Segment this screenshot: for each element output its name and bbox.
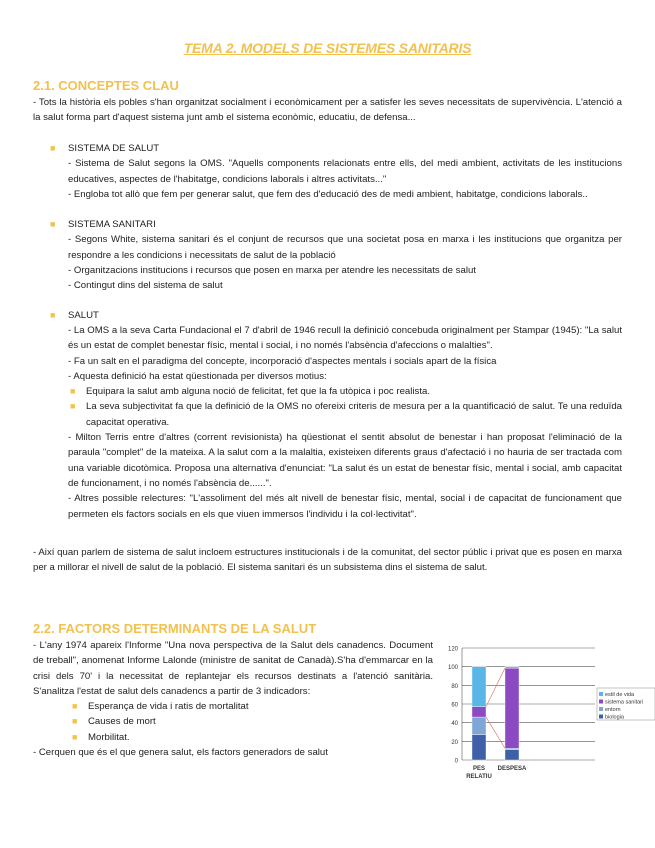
bar-segment-estil-de-vida [472, 667, 486, 707]
bar-segment-sistema-sanitari [472, 707, 486, 717]
legend-label: entorn [605, 707, 621, 713]
legend-label: estil de vida [605, 692, 635, 698]
sub-bullet [70, 399, 622, 430]
section-heading-concepts: 2.1. CONCEPTES CLAU [33, 78, 179, 93]
indicator-item [72, 730, 433, 745]
factors-intro: - L'any 1974 apareix l'Informe "Una nova perspectiva de la Salut dels canadencs. Document de treball", anomenat Informe Lalonde (ministre de sanitat de Canadà).S'ha d'emmarcar en la crisi dels 70' i la necessitat de replantejar els recursos destinats a l'atenció sanitària. S'analitza l'estat de salut dels canadencs a partir de 3 indicadors: [33, 640, 433, 697]
indicator-item [72, 699, 433, 714]
sub-bullet-text: Equipara la salut amb alguna noció de felicitat, fet que la fa utòpica i poc realista. [86, 386, 430, 398]
bullet-line: - Altres possible relectures: "L'assoliment del més alt nivell de benestar físic, mental, social i de capacitat de funcionament que permeten els factors socials en els que viuen immersos l'individu i la col·lectivitat". [68, 493, 622, 520]
x-tick-label: PES [472, 766, 486, 772]
bullet-icon: ■ [72, 731, 78, 742]
bullet-line: - La OMS a la seva Carta Fundacional el 7 d'abril de 1946 recull la definició concebuda originalment per Stampar (1945): "La salut és un estat de complet benestar físic, mental i social, i no només l'absència d'afeccions o malalties". [68, 324, 622, 352]
stacked-bar-chart [440, 640, 655, 780]
y-tick-label: 0 [454, 758, 458, 765]
x-tick-label: DESPESA [497, 766, 527, 772]
bar-segment-entorn [505, 748, 519, 749]
bullet-salut [50, 308, 622, 522]
intro-paragraph: - Tots la història els pobles s'han organitzat socialment i econòmicament per a satisfer les seves necessitats de supervivència. L'atenció a la salut forma part d'aquest sistema junt amb el sistema econòmic, educatiu, de defensa... [33, 97, 622, 124]
bullet-line: - Organitzacions institucions i recursos que posen en marxa per atendre les necessitats de salut [68, 265, 476, 277]
bullet-line: - Engloba tot allò que fem per generar salut, que fem des d'educació des de medi ambient, habitatge, condicions laborals.. [68, 188, 588, 200]
indicator-text: Esperança de vida i ratis de mortalitat [88, 701, 249, 713]
x-tick-label: RELATIU [466, 774, 492, 780]
bar-segment-estil-de-vida [505, 667, 519, 668]
bullet-icon: ■ [72, 716, 78, 727]
indicator-item [72, 714, 433, 729]
bullet-line: - Segons White, sistema sanitari és el conjunt de recursos que una societat posa en marxa i les institucions que organitza per respondre a les condicions i necessitats de salut de la població [68, 234, 622, 261]
bullet-label: SISTEMA DE SALUT [68, 143, 160, 154]
sub-bullet [70, 384, 622, 399]
bullet-sistema-sanitari [50, 217, 622, 293]
legend-swatch [599, 692, 603, 696]
connector-line [486, 668, 505, 707]
sub-bullet-text: La seva subjectivitat fa que la definició de la OMS no ofereixi criteris de mesura per a la quantificació de salut. Te una reduïda capacitat operativa. [86, 401, 622, 428]
connector-line [486, 717, 505, 748]
y-tick-label: 120 [447, 646, 458, 653]
legend-label: biologia [605, 714, 624, 721]
bullet-line: - Sistema de Salut segons la OMS. "Aquells components relacionats entre ells, del medi ambient, activitats de les institucions educatives, aspectes de l'habitatge, condicions laborals i altres activitats..." [68, 158, 622, 185]
y-tick-label: 60 [451, 702, 458, 709]
section-heading-factors: 2.2. FACTORS DETERMINANTS DE LA SALUT [33, 621, 317, 636]
y-tick-label: 20 [451, 739, 458, 746]
factors-closing: - Cerquen que és el que genera salut, els factors generadors de salut [33, 747, 328, 759]
legend-swatch [599, 715, 603, 719]
bullet-line: - Contingut dins del sistema de salut [68, 280, 223, 292]
bullet-line: - Fa un salt en el paradigma del concepte, incorporació d'aspectes mentals i socials apart de la física [68, 355, 497, 367]
bullet-icon: ■ [72, 701, 78, 712]
y-tick-label: 100 [447, 665, 458, 672]
bullet-line: - Milton Terris entre d'altres (corrent revisionista) ha qüestionat el sentit absolut de benestar i han proposat l'eliminació de la paraula "complet" de la mateixa. A la salut com a la malaltia, existeixen diferents graus d'afectació i no hauria de ser tractada com una variable dicotòmica. Proposa una alternativa d'enunciat: "La salut és un estat de benestar físic, mental i social, amb capacitat de funcionament, i no només l'absència de......". [68, 432, 622, 489]
legend-label: sistema sanitari [605, 699, 644, 706]
indicator-text: Morbilitat. [88, 731, 130, 743]
concept-list [50, 141, 622, 522]
bar-segment-biologia [505, 750, 519, 760]
section-concepts [33, 95, 622, 126]
bullet-icon: ■ [50, 219, 56, 230]
bullet-line: - Aquesta definició ha estat qüestionada per diversos motius: [68, 370, 327, 382]
y-tick-label: 80 [451, 683, 458, 690]
bullet-icon: ■ [70, 386, 76, 397]
bullet-icon: ■ [70, 401, 76, 412]
indicator-text: Causes de mort [88, 716, 156, 728]
closing-paragraph: - Així quan parlem de sistema de salut incloem estructures institucionals i de la comunitat, del sector públic i privat que es posen en marxa per a millorar el nivell de salut de la població. El sistema sanitari és un subsistema dins el sistema de salut. [33, 547, 622, 574]
bullet-sistema-salut [50, 141, 622, 202]
bar-segment-entorn [472, 717, 486, 735]
legend-swatch [599, 707, 603, 711]
bar-segment-sistema-sanitari [505, 668, 519, 748]
bullet-label: SISTEMA SANITARI [68, 219, 156, 231]
bullet-icon: ■ [50, 143, 56, 153]
bar-segment-biologia [472, 735, 486, 760]
bullet-label: SALUT [68, 309, 99, 321]
page-title: TEMA 2. MODELS DE SISTEMES SANITARIS [183, 40, 472, 56]
legend-swatch [599, 700, 603, 704]
bullet-icon: ■ [50, 309, 56, 320]
y-tick-label: 40 [451, 721, 458, 728]
section-factors [33, 638, 433, 760]
